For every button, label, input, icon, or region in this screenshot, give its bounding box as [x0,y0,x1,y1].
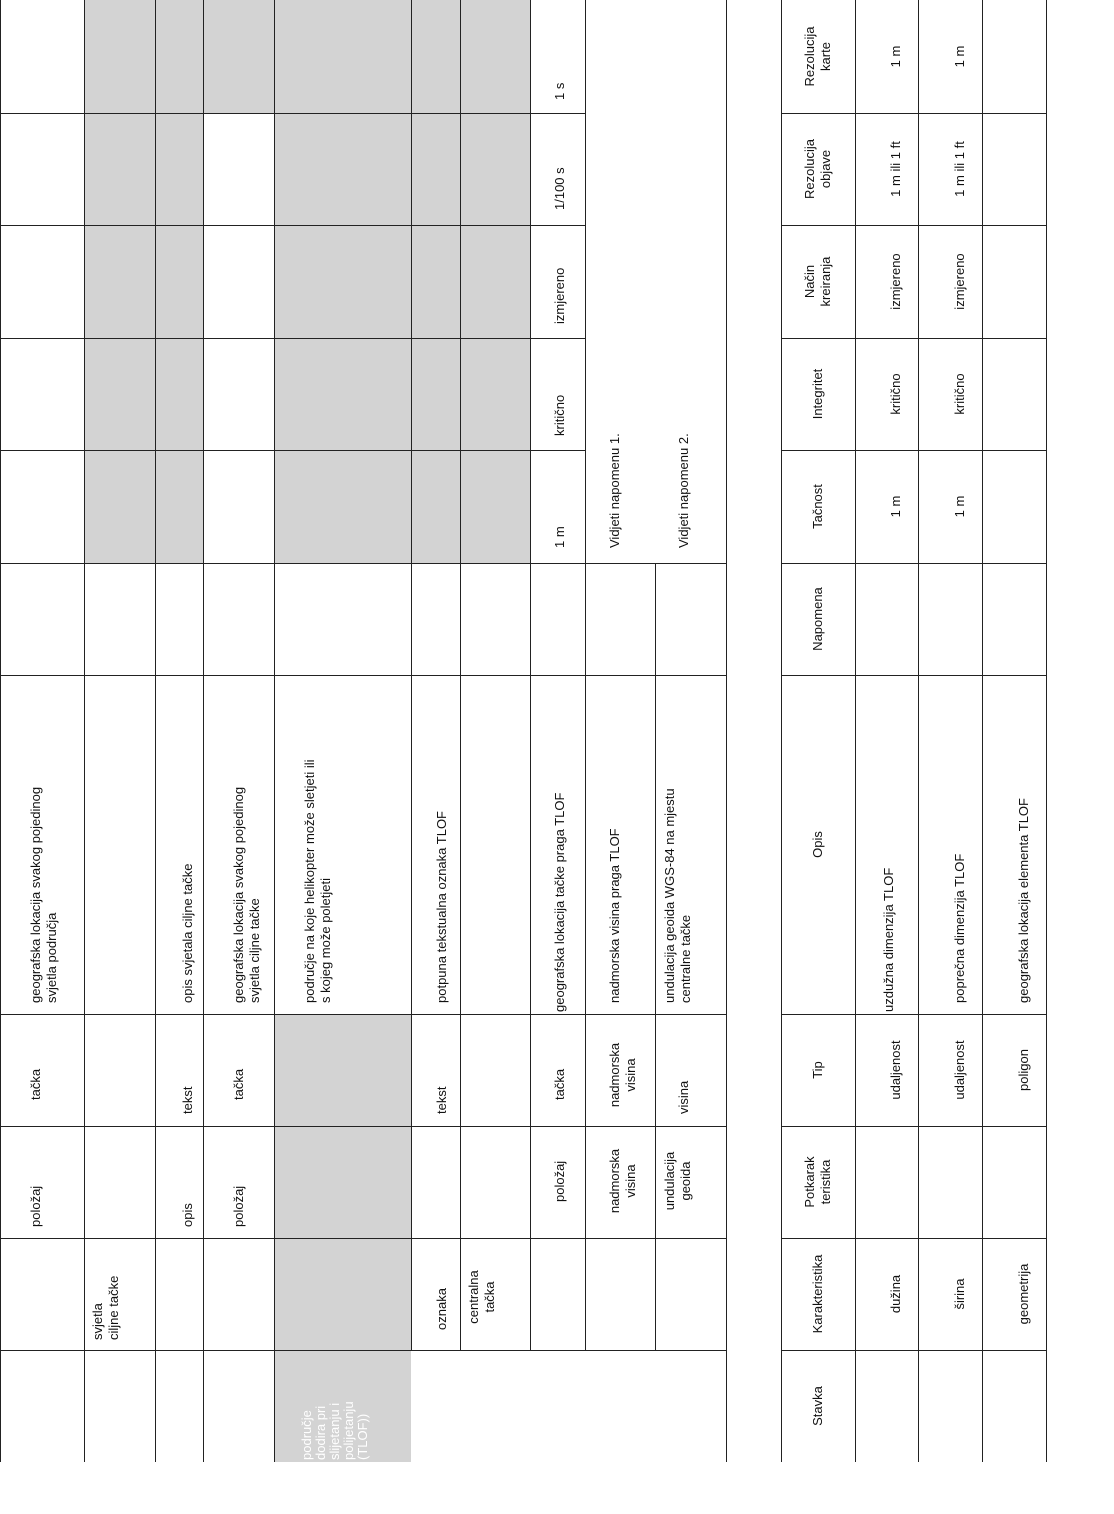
cell-r3-tip: tekst [180,1086,195,1114]
cell-r5-opis: područje na koje helikopter može sletjeti ili s kojeg može poletjeti [302,759,333,1003]
t1-row-line-3 [203,0,204,1462]
cell-r3-potkarakteristika: opis [180,1203,195,1227]
shade-row6-right [411,0,460,563]
cell-r10-tip: visina [676,1080,691,1114]
t1-col-line-3 [0,338,585,339]
t1-row-line-2 [155,0,156,1462]
t2-header-nacin: Način kreiranja [802,256,833,307]
t2-r2-tacnost: 1 m [952,495,967,518]
cell-r10-opis: undulacija geoida WGS-84 na mjestu centralne tačke [662,788,693,1003]
shade-row2-right [84,0,156,563]
cell-r1-opis: geografska lokacija svakog pojedinog svjetla područja [28,786,59,1003]
cell-r8-rezolucija-objave: 1/100 s [552,167,567,210]
cell-r2-karakteristika: svjetla ciljne tačke [90,1275,121,1340]
cell-r10-potkarakteristika: undulacija geoida [662,1151,693,1211]
cell-r8-rezolucija-karte: 1 s [552,82,567,100]
t2-r1-karakteristika: dužina [888,1274,903,1314]
t2-r3-karakteristika: geometrija [1016,1263,1031,1325]
t1-row-line-1 [84,0,85,1462]
t1-col-line-6 [0,675,726,676]
t1-row-line-0 [0,0,1,1462]
cell-r6-opis: potpuna tekstualna oznaka TLOF [434,811,449,1003]
t2-r1-integritet: kritično [888,373,903,415]
t2-r2-integritet: kritično [952,373,967,415]
shade-row5-right [274,0,411,563]
t2-r1-opis: uzdužna dimenzija TLOF [881,867,896,1012]
t1-col-line-1 [0,113,585,114]
t2-row-line-2 [918,0,919,1462]
t2-r2-opis: poprečna dimenzija TLOF [952,853,967,1003]
t1-col-line-7 [0,1014,726,1015]
t2-r2-karakteristika: širina [952,1278,967,1310]
t2-header-integritet: Integritet [810,368,825,420]
t1-col-line-8 [0,1126,726,1127]
t2-row-line-0 [781,0,782,1462]
t2-header-karakteristika: Karakteristika [810,1254,825,1334]
t2-r2-nacin: izmjereno [952,253,967,310]
cell-r3-opis: opis svjetala ciljne tačke [180,863,195,1003]
cell-r9-tip: nadmorska visina [607,1042,638,1108]
t2-r1-tacnost: 1 m [888,495,903,518]
cell-r6-karakteristika: oznaka [434,1288,449,1330]
t2-header-stavka: Stavka [810,1386,825,1426]
shade-row3-right [156,0,203,563]
cell-r8-nacin: izmjereno [552,267,567,324]
cell-r9-opis: nadmorska visina praga TLOF [607,828,622,1003]
cell-r8-opis: geografska lokacija tačke praga TLOF [552,792,567,1012]
cell-r9-potkarakteristika: nadmorska visina [607,1148,638,1214]
t2-row-line-4 [1046,0,1047,1462]
cell-r4-potkarakteristika: položaj [231,1185,246,1227]
t1-row-line-4 [274,0,275,1462]
cell-r9-tacnost: Vidjeti napomenu 1. [607,433,622,548]
t2-r2-rezolucija-karte: 1 m [952,45,967,68]
cell-r8-integritet: kritično [552,394,567,436]
t2-header-rezolucija-karte: Rezolucija karte [802,26,833,87]
t2-header-napomena: Napomena [810,587,825,651]
cell-r7-karakteristika: centralna tačka [466,1270,497,1324]
t1-col-line-2 [0,225,585,226]
t2-header-opis: Opis [810,831,825,858]
t1-row-line-9 [655,563,656,1350]
cell-r1-potkarakteristika: položaj [28,1185,43,1227]
t2-row-line-3 [982,0,983,1462]
t1-col-line-9 [0,1238,726,1239]
cell-r1-tip: tačka [28,1068,43,1100]
t2-r3-opis: geografska lokacija elementa TLOF [1016,798,1031,1003]
t1-col-line-10 [0,1350,726,1351]
t2-header-tip: Tip [810,1061,825,1079]
t2-r2-rezolucija-objave: 1 m ili 1 ft [952,141,967,197]
shade-row7-right [460,0,530,563]
cell-r8-tip: tačka [552,1068,567,1100]
cell-r6-tip: tekst [434,1086,449,1114]
shade-row4-right [203,0,274,113]
t2-r1-rezolucija-objave: 1 m ili 1 ft [888,141,903,197]
t1-col-line-4 [0,450,585,451]
t1-row-line-10 [726,0,727,1462]
t2-r1-rezolucija-karte: 1 m [888,45,903,68]
t2-r2-tip: udaljenost [952,1040,967,1100]
t1-col-line-5 [0,563,726,564]
t2-r1-nacin: izmjereno [888,253,903,310]
t2-header-potkarakteristika: Potkarak teristika [802,1156,833,1208]
cell-r4-tip: tačka [231,1068,246,1100]
cell-r5-stavka: područje dodira pri slijetanju i polijetanju (TLOF)) [299,1401,370,1460]
cell-r8-tacnost: 1 m [552,526,567,548]
cell-r8-potkarakteristika: položaj [552,1160,567,1202]
t2-r3-tip: poligon [1016,1049,1031,1091]
t2-header-rezolucija-objave: Rezolucija objave [802,139,833,199]
t2-header-tacnost: Tačnost [810,484,825,529]
t2-r1-tip: udaljenost [888,1040,903,1100]
cell-r4-opis: geografska lokacija svakog pojedinog svjetla ciljne tačke [231,786,262,1003]
t2-row-line-1 [855,0,856,1462]
cell-r10-tacnost: Vidjeti napomenu 2. [676,433,691,548]
